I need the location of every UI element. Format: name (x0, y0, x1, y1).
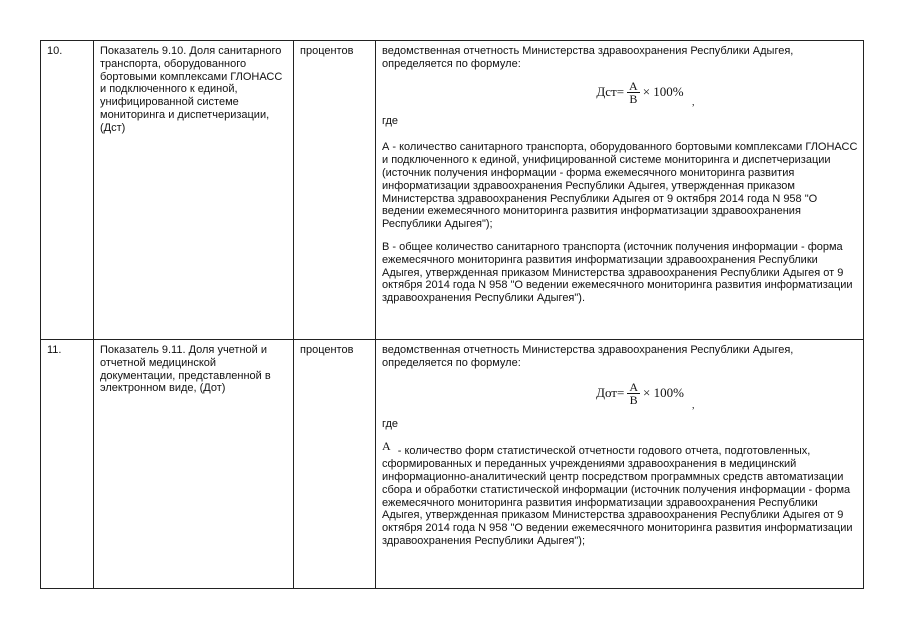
intro-text: ведомственная отчетность Министерства здравоохранения Республики Адыгея, определяется по формуле: (382, 45, 794, 70)
formula-numerator: A (629, 79, 638, 94)
where-text: где (382, 114, 399, 127)
definition-a-letter: А (382, 439, 391, 454)
unit-cell: процентов (294, 41, 376, 340)
formula-fraction (627, 80, 640, 105)
definition-b: В - общее количество санитарного транспорта (источник получения информации - форма ежемесячного мониторинга развития информатизации здравоохранения Республики Адыгея, утвержденная приказом Министерства здравоохранения Республики Адыгея от 9 октября 2014 года N 958 "О ведении ежемесячного мониторинга развития информатизации здравоохранения Республики Адыгея"). (382, 240, 853, 305)
unit-cell: процентов (294, 340, 376, 589)
formula (382, 370, 858, 418)
formula-comma: , (692, 399, 695, 411)
formula-fraction (627, 381, 640, 406)
formula-lhs: Дст (596, 84, 617, 100)
formula-mult: × 100% (642, 385, 684, 401)
where-text: где (382, 417, 399, 430)
indicator-name: Показатель 9.11. Доля учетной и отчетной медицинской документации, представленной в электронном виде, (Дот) (94, 340, 294, 589)
indicators-table (40, 40, 864, 589)
formula-numerator: A (629, 380, 638, 395)
intro-text: ведомственная отчетность Министерства здравоохранения Республики Адыгея, определяется по формуле: (382, 344, 794, 369)
formula-denominator: B (629, 92, 638, 107)
formula-eq: = (616, 385, 625, 401)
method-cell (376, 340, 864, 589)
definition-a-text: - количество форм статистической отчетности годового отчета, подготовленных, сформированных и переданных учреждениями здравоохранения в медицинский информационно-аналитический центр посредством программных средств автоматизации сбора и обработки статистической информации (источник получения информации - форма ежемесячного мониторинга развития информатизации здравоохранения Республики Адыгея, утвержденная приказом Министерства здравоохранения Республики Адыгея от 9 октября 2014 года N 958 "О ведении ежемесячного мониторинга развития информатизации здравоохранения Республики Адыгея"); (382, 445, 853, 547)
formula-comma: , (692, 96, 695, 108)
method-cell (376, 41, 864, 340)
table-row (41, 340, 864, 589)
definition-a: А - количество санитарного транспорта, оборудованного бортовыми комплексами ГЛОНАСС и подключенного к единой, унифицированной системе мониторинга и диспетчеризации (источник получения информации - форма ежемесячного мониторинга развития информатизации здравоохранения Республики Адыгея, утвержденная приказом Министерства здравоохранения Республики Адыгея от 9 октября 2014 года N 958 "О ведении ежемесячного мониторинга развития информатизации здравоохранения Республики Адыгея"); (382, 141, 858, 231)
formula-denominator: B (629, 393, 638, 408)
formula-mult: × 100% (642, 84, 684, 100)
formula-lhs: Дот (596, 385, 617, 401)
formula-eq: = (616, 84, 625, 100)
indicator-name: Показатель 9.10. Доля санитарного транспорта, оборудованного бортовыми комплексами ГЛОНАСС и подключенного к единой, унифицированной системе мониторинга и диспетчеризации, (Дст) (94, 41, 294, 340)
row-number: 10. (41, 41, 94, 340)
table-row (41, 41, 864, 340)
formula (382, 71, 858, 115)
row-number: 11. (41, 340, 94, 589)
definition-a (382, 439, 858, 547)
